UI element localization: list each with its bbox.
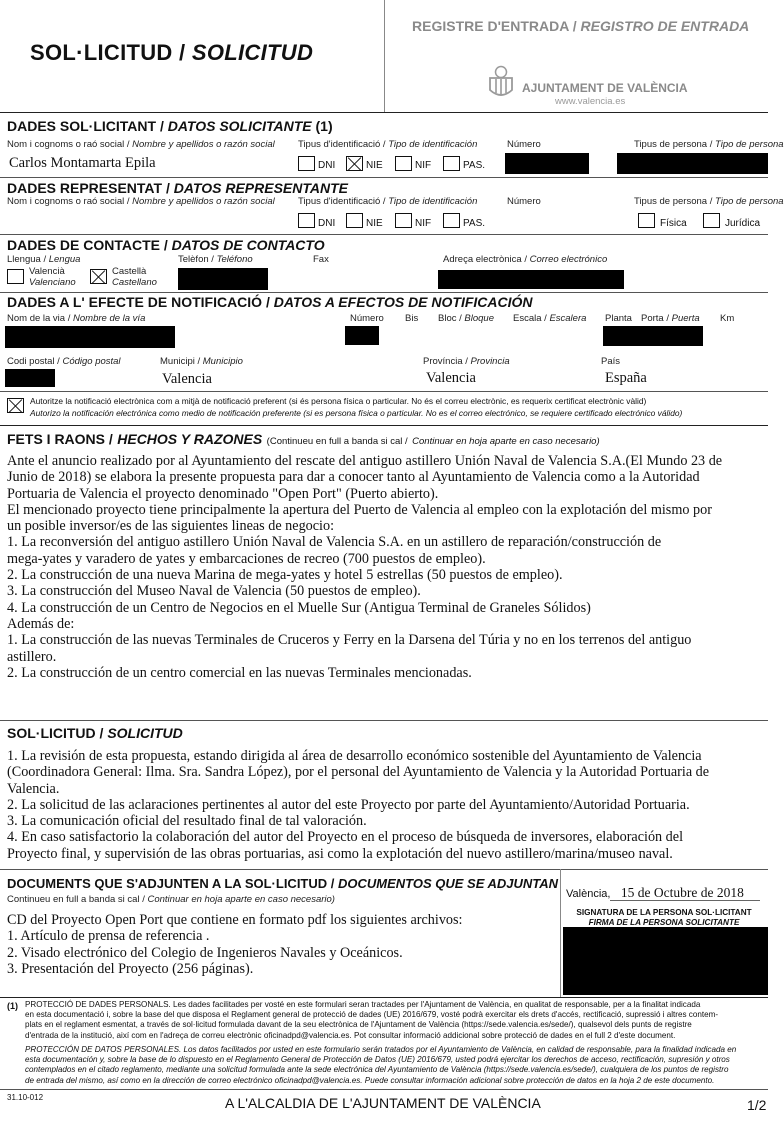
language-valencian-label: Valencià Valenciano bbox=[29, 266, 76, 288]
facts-line: astillero. bbox=[7, 648, 57, 665]
applicant-name-value[interactable]: Carlos Montamarta Epila bbox=[9, 155, 156, 171]
contact-fax-label: Fax bbox=[313, 254, 329, 265]
facts-line: un posible inversor/es de las siguientes lineas de negocio: bbox=[7, 518, 335, 535]
registry-stamp-title: REGISTRE D'ENTRADA / REGISTRO DE ENTRADA bbox=[412, 18, 750, 34]
request-body[interactable] bbox=[7, 748, 709, 862]
stair-label: Escala / Escalera bbox=[513, 313, 587, 324]
signature-date[interactable]: 15 de Octubre de 2018 bbox=[620, 885, 744, 900]
representative-heading: DADES REPRESENTAT / DATOS REPRESENTANTE bbox=[7, 180, 348, 196]
signature-place: València, bbox=[566, 888, 611, 900]
request-line: 2. La solicitud de las aclaraciones pertinentes al autor del este Proyecto por parte del Ayuntamiento/Autoridad Portuaria. bbox=[7, 796, 690, 813]
electronic-notification-checkbox[interactable] bbox=[7, 398, 24, 413]
representative-nif-checkbox[interactable] bbox=[395, 213, 412, 228]
contact-phone-label: Telèfon / Teléfono bbox=[178, 254, 253, 265]
block-label: Bloc / Bloque bbox=[438, 313, 494, 324]
representative-idtype-label: Tipus d'identificació / Tipo de identificación bbox=[298, 196, 478, 207]
redacted-person-type bbox=[617, 153, 768, 174]
documents-line: 3. Presentación del Proyecto (256 páginas). bbox=[7, 960, 254, 977]
street-label: Nom de la via / Nombre de la vía bbox=[7, 313, 146, 324]
consent-text-ca: Autoritze la notificació electrònica com a mitjà de notificació preferent (si és persona física o particular. No és el correu electrònic, es requerix certificat electrònic vàlid) bbox=[30, 396, 647, 406]
redacted-email bbox=[438, 270, 624, 289]
redacted-id-number bbox=[505, 153, 589, 174]
facts-bottom-rule bbox=[0, 720, 768, 721]
documents-bottom-rule bbox=[0, 997, 768, 998]
facts-line: mega-yates y varadero de yates y embarcaciones de recreo (700 puestos de empleo). bbox=[7, 550, 486, 567]
applicant-nif-label: NIF bbox=[415, 160, 432, 171]
country-label: País bbox=[601, 356, 621, 367]
redacted-street bbox=[5, 326, 175, 348]
street-number-label: Número bbox=[350, 313, 384, 324]
address-bottom-rule bbox=[0, 391, 768, 392]
page-title bbox=[30, 40, 313, 66]
representative-fisica-label: Física bbox=[660, 218, 687, 229]
documents-line: CD del Proyecto Open Port que contiene en formato pdf los siguientes archivos: bbox=[7, 912, 463, 928]
applicant-nie-label: NIE bbox=[366, 160, 383, 171]
facts-line: 1. La reconversión del antiguo astillero Unión Naval de Valencia S.A. en un astillero de reparación/construcción de bbox=[7, 534, 662, 551]
applicant-nif-checkbox[interactable] bbox=[395, 156, 412, 171]
representative-number-label: Número bbox=[507, 196, 541, 207]
signature-label: SIGNATURA DE LA PERSONA SOL·LICITANT FIRMA DE LA PERSONA SOLICITANTE bbox=[576, 908, 752, 927]
contact-language-label: Llengua / Lengua bbox=[7, 254, 81, 265]
representative-dni-checkbox[interactable] bbox=[298, 213, 315, 228]
city-coat-of-arms-icon bbox=[485, 64, 517, 102]
electronic-notification-consent bbox=[30, 396, 682, 419]
notification-bottom-rule bbox=[0, 425, 768, 426]
representative-nif-label: NIF bbox=[415, 218, 432, 229]
applicant-persontype-label: Tipus de persona / Tipo de persona bbox=[634, 139, 784, 150]
applicant-bottom-rule bbox=[0, 177, 768, 178]
applicant-dni-checkbox[interactable] bbox=[298, 156, 315, 171]
header-divider bbox=[384, 0, 385, 112]
floor-label: Planta bbox=[605, 313, 632, 324]
signature-divider bbox=[560, 869, 561, 997]
applicant-name-label: Nom i cognoms o raó social / Nombre y apellidos o razón social bbox=[7, 139, 275, 150]
documents-line: 2. Visado electrónico del Colegio de Ingenieros Navales y Oceánicos. bbox=[7, 944, 403, 961]
facts-line: Portuaria de Valencia el proyecto denominado "Open Port" (Puerto abierto). bbox=[7, 485, 439, 502]
contact-heading: DADES DE CONTACTE / DATOS DE CONTACTO bbox=[7, 237, 325, 253]
request-line: 3. La comunicación oficial del resultado final de tal valoración. bbox=[7, 813, 367, 830]
representative-persontype-label: Tipus de persona / Tipo de persona bbox=[634, 196, 784, 207]
applicant-idtype-label: Tipus d'identificació / Tipo de identificación bbox=[298, 139, 478, 150]
redacted-floor-door bbox=[603, 326, 703, 346]
request-line: Valencia. bbox=[7, 780, 60, 797]
facts-body[interactable] bbox=[7, 453, 722, 681]
facts-line: El mencionado proyecto tiene principalmente la apertura del Puerto de Valencia al empleo con la explotación del mismo por bbox=[7, 501, 712, 518]
municipality-value[interactable]: Valencia bbox=[162, 371, 212, 387]
facts-line: 2. La construcción de un centro comercial en las nuevas Terminales mencionadas. bbox=[7, 664, 472, 681]
applicant-dni-label: DNI bbox=[318, 160, 336, 171]
privacy-bottom-rule bbox=[0, 1089, 768, 1090]
postal-code-label: Codi postal / Código postal bbox=[7, 356, 121, 367]
addressee: A L'ALCALDIA DE L'AJUNTAMENT DE VALÈNCIA bbox=[225, 1095, 541, 1111]
redacted-postal-code bbox=[5, 369, 55, 387]
signature-date-underline bbox=[610, 900, 760, 901]
representative-juridica-checkbox[interactable] bbox=[703, 213, 720, 228]
redacted-phone bbox=[178, 268, 268, 290]
form-code: 31.10-012 bbox=[7, 1093, 44, 1102]
representative-nie-label: NIE bbox=[366, 218, 383, 229]
page-title-es: SOLICITUD bbox=[191, 40, 314, 65]
representative-nie-checkbox[interactable] bbox=[346, 213, 363, 228]
applicant-pas-checkbox[interactable] bbox=[443, 156, 460, 171]
consent-text-es: Autorizo la notificación electrónica como medio de notificación preferente (si es persona física o particular. No es el correo electrónico, se requiere certificado electrónico válido) bbox=[30, 407, 683, 418]
privacy-footnote-number: (1) bbox=[7, 1001, 18, 1011]
facts-line: 3. La construcción del Museo Naval de Valencia (50 puestos de empleo). bbox=[7, 583, 421, 600]
representative-pas-checkbox[interactable] bbox=[443, 213, 460, 228]
facts-line: Junio de 2018) se elabora la presente propuesta para dar a conocer tanto al Ayuntamiento de Valencia como a la Autoridad bbox=[7, 469, 700, 486]
request-bottom-rule bbox=[0, 869, 768, 870]
representative-dni-label: DNI bbox=[318, 218, 336, 229]
province-value[interactable]: Valencia bbox=[426, 370, 476, 386]
request-line: 1. La revisión de esta propuesta, estando dirigida al área de desarrollo económico sostenible del Ayuntamiento de Valencia bbox=[7, 748, 702, 764]
logo-web: www.valencia.es bbox=[555, 96, 626, 107]
representative-fisica-checkbox[interactable] bbox=[638, 213, 655, 228]
km-label: Km bbox=[720, 313, 735, 324]
facts-line: 2. La construcción de una nueva Marina de mega-yates y hotel 5 estrellas (50 puestos de empleo). bbox=[7, 567, 563, 584]
privacy-notice-ca: PROTECCIÓ DE DADES PERSONALS. Les dades facilitades per vosté en este formulari seran tractades per l'Ajuntament de València, en qualitat de responsable, per a la finalitat indicada en esta documentació i, sobre la base del que disposa el Reglament general de protecció de dades (UE) 2016/679, vosté podrà exercitar els drets d'accés, rectificació, supressió i altres contem- plats en el reglament esmentat, a través de sol·licitud formulada davant de la seu electrònica de l'Ajuntament de València (https://sede.valencia.es/sede/), qualsevol dels punts de registre d'entrada de la institució, així com en l'adreça de correu electrònic oficinadpd@valencia.es. Pot consultar informació addicional sobre protecció de dades en el full 2 d'este document. bbox=[25, 1000, 719, 1040]
contact-bottom-rule bbox=[0, 292, 768, 293]
documents-line: 1. Artículo de prensa de referencia . bbox=[7, 928, 210, 945]
header-bottom-rule bbox=[0, 112, 768, 113]
request-heading: SOL·LICITUD / SOLICITUD bbox=[7, 725, 183, 741]
notification-heading: DADES A L' EFECTE DE NOTIFICACIÓ / DATOS A EFECTOS DE NOTIFICACIÓN bbox=[7, 294, 533, 310]
request-line: (Coordinadora General: Ilma. Sra. Sandra López), por el personal del Ayuntamiento de Valencia y la Autoridad Portuaria de bbox=[7, 764, 710, 781]
applicant-pas-label: PAS. bbox=[463, 160, 486, 171]
request-line: 4. En caso satisfactorio la colaboración del autor del Proyecto en el proceso de búsqueda de inversores, elaboración del bbox=[7, 829, 684, 846]
country-value[interactable]: España bbox=[605, 370, 647, 386]
page-number: 1/2 bbox=[747, 1097, 767, 1113]
logo-name: AJUNTAMENT DE VALÈNCIA bbox=[522, 81, 688, 95]
representative-name-label: Nom i cognoms o raó social / Nombre y apellidos o razón social bbox=[7, 196, 275, 207]
documents-note: Continueu en full a banda si cal / Continuar en hoja aparte en caso necesario) bbox=[7, 894, 335, 905]
facts-heading: FETS I RAONS / HECHOS Y RAZONES (Continueu en full a banda si cal / Continuar en hoja aparte en caso necesario) bbox=[7, 431, 600, 447]
language-spanish-label: Castellà Castellano bbox=[112, 266, 157, 288]
language-valencian-checkbox[interactable] bbox=[7, 269, 24, 284]
page-title-ca: SOL·LICITUD / bbox=[30, 40, 186, 65]
representative-bottom-rule bbox=[0, 234, 768, 235]
door-label: Porta / Puerta bbox=[641, 313, 700, 324]
applicant-nie-checkbox[interactable] bbox=[346, 156, 363, 171]
facts-line: 4. La construcción de un Centro de Negocios en el Muelle Sur (Antigua Terminal de Graneles Sólidos) bbox=[7, 599, 591, 616]
representative-juridica-label: Jurídica bbox=[725, 218, 761, 229]
documents-heading: DOCUMENTS QUE S'ADJUNTEN A LA SOL·LICITUD / DOCUMENTOS QUE SE ADJUNTAN bbox=[7, 876, 559, 891]
facts-line: Ante el anuncio realizado por al Ayuntamiento del rescate del antiguo astillero Unión Naval de Valencia S.A.(El Mundo 23 de bbox=[7, 453, 723, 469]
privacy-notice-es: PROTECCIÓN DE DATOS PERSONALES. Los datos facilitados por usted en este formulario serán tratados por el Ayuntamiento de València, en calidad de responsable, para la finalidad indicada en esta documentación y, sobre la base de lo dispuesto en el Reglamento General de Protección de Datos (UE) 2016/679, usted podrá ejercitar los derechos de acceso, rectificación, supresión y otros contemplados en el citado reglamento, mediante una solicitud formulada ante la sede electrónica del Ayuntamiento de València (https://sede.valencia.es/sede/), cualquiera de los puntos de registro de entrada del mismo, así como en la dirección de correo electrónico oficinadpd@valencia.es. Puede consultar información adicional sobre protección de datos en la hoja 2 de este documento. bbox=[25, 1045, 737, 1085]
facts-line: Además de: bbox=[7, 615, 75, 632]
redacted-street-number bbox=[345, 326, 379, 345]
documents-body[interactable] bbox=[7, 912, 462, 977]
applicant-heading: DADES SOL·LICITANT / DATOS SOLICITANTE (1) bbox=[7, 118, 333, 134]
contact-email-label: Adreça electrònica / Correo electrónico bbox=[443, 254, 608, 265]
representative-pas-label: PAS. bbox=[463, 218, 486, 229]
request-line: Proyecto final, y supervisión de las obras portuarias, asi como la explotación del nuevo astillero/marina/museo naval. bbox=[7, 845, 673, 862]
bis-label: Bis bbox=[405, 313, 419, 324]
applicant-number-label: Número bbox=[507, 139, 541, 150]
language-spanish-checkbox[interactable] bbox=[90, 269, 107, 284]
facts-line: 1. La construcción de las nuevas Terminales de Cruceros y Ferry en la Darsena del Túria y no en los terrenos del antiguo bbox=[7, 632, 692, 649]
redacted-signature bbox=[563, 927, 768, 995]
province-label: Província / Provincia bbox=[423, 356, 510, 367]
municipality-label: Municipi / Municipio bbox=[160, 356, 243, 367]
